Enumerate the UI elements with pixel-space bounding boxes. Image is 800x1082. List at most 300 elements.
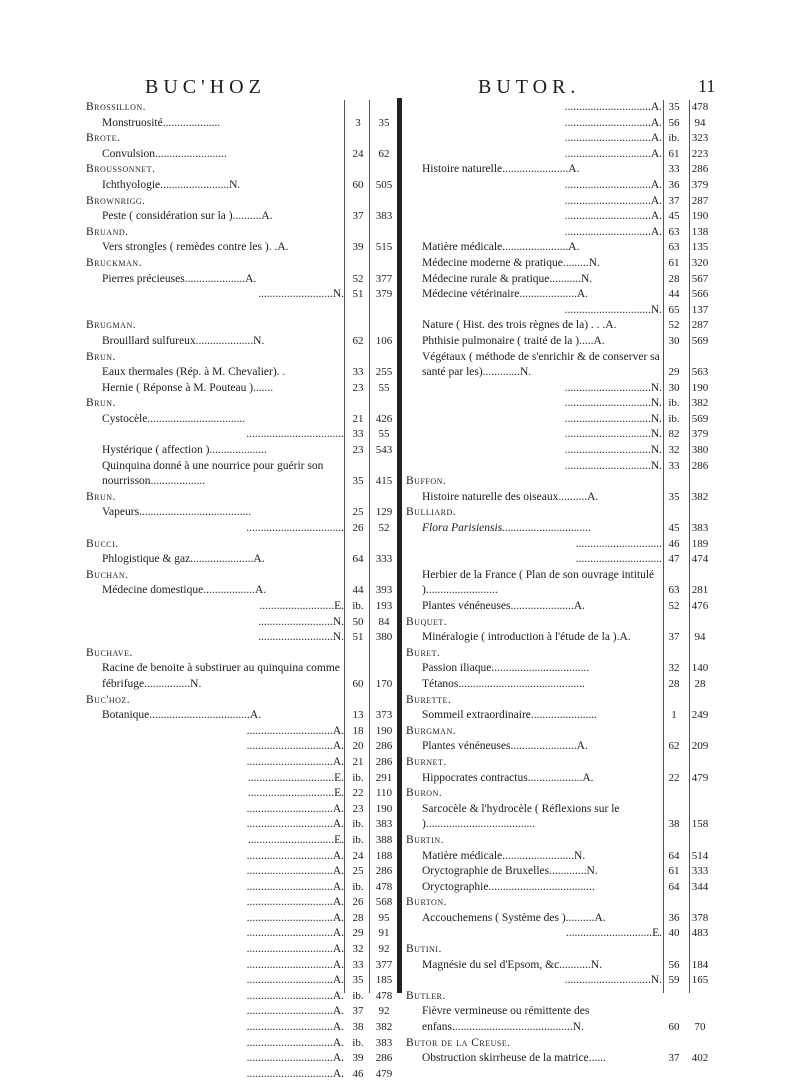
author-name: Broussonnet. (86, 163, 156, 176)
index-entry (86, 1004, 398, 1020)
page-reference: 52 (378, 522, 390, 535)
index-entry (86, 240, 398, 256)
index-entry (86, 178, 398, 194)
page-reference: 380 (691, 444, 709, 457)
entry-title: ..............................A. (246, 927, 344, 940)
volume-number: 46 (352, 1067, 364, 1080)
entry-title: Phlogistique & gaz......................A. (102, 553, 265, 566)
index-entry (406, 552, 714, 568)
volume-number: 38 (352, 1021, 364, 1034)
entry-title: Peste ( considération sur la )..........A. (102, 210, 273, 223)
page-reference: 344 (691, 880, 709, 893)
page-reference: 28 (694, 677, 706, 690)
entry-title: Hernie ( Réponse à M. Pouteau )....... (102, 381, 274, 394)
volume-number: 61 (668, 147, 680, 160)
entry-title: Magnésie du sel d'Epsom, &c...........N. (422, 958, 602, 971)
volume-number: 33 (352, 958, 364, 971)
author-name: Bruckman. (86, 256, 142, 269)
index-entry (86, 833, 398, 849)
page-reference: 333 (691, 865, 709, 878)
page-number: 11 (698, 76, 716, 96)
volume-number: 36 (668, 911, 680, 924)
entry-title: ..............................N. (564, 412, 662, 425)
entry-title: .............................. (575, 537, 662, 550)
volume-number: 29 (352, 927, 364, 940)
index-entry (406, 147, 714, 163)
volume-number: 56 (668, 958, 680, 971)
volume-number: 35 (352, 475, 364, 488)
volume-number: 45 (668, 210, 680, 223)
author-heading (86, 100, 398, 116)
volume-number: 62 (352, 334, 364, 347)
page-reference: 479 (691, 771, 709, 784)
index-entry (406, 194, 714, 210)
index-entry (406, 287, 714, 303)
index-entry (86, 755, 398, 771)
author-heading (86, 693, 398, 709)
index-entry (406, 209, 714, 225)
index-entry (86, 880, 398, 896)
entry-title: ..............................E. (247, 787, 344, 800)
index-entry (406, 318, 714, 334)
entry-title: ..............................N. (564, 459, 662, 472)
entry-title: Plantes vénéneuses......................A. (422, 600, 585, 612)
volume-number: 37 (352, 210, 364, 223)
entry-title: Histoire naturelle.......................A. (422, 163, 580, 176)
author-heading (406, 786, 714, 802)
volume-number: 38 (668, 818, 680, 831)
page-reference: 569 (691, 412, 709, 425)
volume-number: 64 (668, 849, 680, 862)
volume-number: 64 (668, 880, 680, 893)
volume-number: 3 (355, 116, 361, 129)
entry-title: .............................. (575, 553, 662, 566)
page-reference: 567 (691, 272, 709, 285)
author-name: Brote. (86, 132, 121, 145)
entry-title: Plantes vénéneuses.......................A. (422, 740, 588, 753)
index-entry (86, 287, 398, 303)
page-reference: 35 (378, 116, 390, 129)
volume-number: 51 (352, 631, 364, 644)
volume-number: 22 (352, 787, 364, 800)
author-heading (406, 615, 714, 631)
entry-title: Médecine rurale & pratique...........N. (422, 272, 593, 285)
entry-title: Passion iliaque.................................. (422, 662, 590, 675)
page-reference: 320 (691, 256, 709, 269)
entry-title: Flora Parisiensis............................... (422, 522, 592, 535)
page-reference: 393 (375, 584, 393, 597)
index-entry (406, 973, 714, 989)
author-heading (406, 989, 714, 1005)
entry-title: Médecine domestique..................A. (102, 584, 267, 597)
index-entry (86, 771, 398, 787)
index-entry (86, 708, 398, 724)
index-entry (406, 225, 714, 241)
volume-number: 26 (352, 896, 364, 909)
entry-title: Médecine vétérinaire....................A. (422, 288, 589, 301)
volume-number: 25 (352, 865, 364, 878)
author-heading (86, 131, 398, 147)
volume-number: 52 (668, 319, 680, 332)
entry-title: Sommeil extraordinaire....................... (422, 709, 598, 722)
page-reference: 91 (378, 927, 390, 940)
page-reference: 566 (691, 288, 709, 301)
volume-number: 37 (668, 194, 680, 207)
blank-row (86, 303, 398, 319)
entry-title: Oryctographie de Bruxelles.............N. (422, 865, 598, 878)
entry-title: Phthisie pulmonaire ( traité de la ).....A. (422, 334, 605, 347)
volume-number: 24 (352, 849, 364, 862)
index-entry (86, 864, 398, 880)
page-reference: 110 (375, 787, 393, 800)
author-name: Brownrigg. (86, 194, 146, 207)
author-name: Buchan. (86, 568, 129, 581)
page-reference: 95 (378, 911, 390, 924)
page-reference: 373 (375, 709, 393, 722)
page-reference: 383 (375, 818, 393, 831)
index-entry (86, 802, 398, 818)
entry-title: Eaux thermales (Rép. à M. Chevalier). . (102, 366, 286, 379)
index-entry (406, 771, 714, 787)
entry-title: Brouillard sulfureux....................N. (102, 334, 265, 347)
volume-number: 18 (352, 724, 364, 737)
volume-number: ib. (352, 600, 364, 612)
volume-number: 25 (352, 506, 364, 519)
page-reference: 383 (375, 210, 393, 223)
author-heading (406, 895, 714, 911)
index-entry (406, 708, 714, 724)
entry-title: ..............................A. (246, 1005, 344, 1018)
page-reference: 286 (375, 740, 393, 753)
index-entry (406, 381, 714, 397)
index-entry (86, 849, 398, 865)
volume-number: 23 (352, 802, 364, 815)
volume-number: ib. (352, 1036, 364, 1049)
volume-number: 35 (668, 101, 680, 113)
entry-title: ..............................A. (246, 865, 344, 878)
volume-number: ib. (352, 833, 364, 846)
entry-title: ..............................A. (564, 116, 662, 129)
author-name: Burgman. (406, 724, 457, 737)
page-reference: 190 (691, 210, 709, 223)
page-reference: 380 (375, 631, 393, 644)
entry-title: ..............................A. (246, 1052, 344, 1065)
volume-number: 35 (352, 974, 364, 987)
author-name: Butini. (406, 943, 442, 956)
entry-title: .................................. (246, 428, 344, 441)
index-entry (86, 583, 398, 599)
index-entry (86, 599, 398, 615)
page-reference: 129 (375, 506, 393, 519)
page-reference: 505 (375, 178, 393, 191)
entry-title: ..............................A. (564, 101, 662, 113)
index-entry (86, 973, 398, 989)
index-entry (86, 661, 398, 692)
volume-number: 33 (352, 428, 364, 441)
index-entry (406, 661, 714, 677)
entry-title: ..............................A. (246, 818, 344, 831)
volume-number: ib. (668, 397, 680, 410)
page-reference: 184 (691, 958, 709, 971)
page-reference: 478 (375, 880, 393, 893)
volume-number: 56 (668, 116, 680, 129)
page-reference: 377 (375, 958, 393, 971)
index-entry (406, 178, 714, 194)
author-name: Buc'hoz. (86, 693, 131, 706)
entry-title: ..............................N. (564, 381, 662, 394)
page-reference: 158 (691, 818, 709, 831)
page-reference: 483 (691, 927, 709, 940)
entry-title: Médecine moderne & pratique.........N. (422, 256, 600, 269)
volume-number: 60 (352, 178, 364, 191)
page-reference: 476 (691, 600, 709, 612)
page-reference: 286 (375, 1052, 393, 1065)
page-reference: 190 (375, 802, 393, 815)
index-entry (406, 1004, 714, 1035)
author-heading (406, 646, 714, 662)
entry-title: ..............................A. (246, 974, 344, 987)
index-entry (406, 864, 714, 880)
author-name: Burtin. (406, 833, 445, 846)
entry-title: ..............................N. (564, 397, 662, 410)
volume-number: 40 (668, 927, 680, 940)
index-entry (406, 568, 714, 599)
entry-title: Matière médicale.......................A. (422, 241, 580, 254)
volume-number: 36 (668, 178, 680, 191)
entry-title: Tétanos............................................ (422, 677, 585, 690)
page-reference: 135 (691, 241, 709, 254)
page-reference: 92 (378, 943, 390, 956)
volume-number: 30 (668, 381, 680, 394)
index-entry (406, 459, 714, 475)
volume-number: 39 (352, 241, 364, 254)
entry-title: ..............................A. (246, 1067, 344, 1080)
entry-title: ..............................A. (246, 943, 344, 956)
author-heading (406, 474, 714, 490)
entry-title: ..........................N. (258, 631, 344, 644)
page-reference: 415 (375, 475, 393, 488)
volume-number: 20 (352, 740, 364, 753)
author-name: Bruand. (86, 225, 129, 238)
entry-title: Minéralogie ( introduction à l'étude de la ).A. (422, 631, 631, 644)
index-entry (406, 131, 714, 147)
author-name: Bulliard. (406, 506, 457, 519)
index-entry (406, 100, 714, 116)
author-name: Brun. (86, 490, 116, 503)
volume-number: 23 (352, 381, 364, 394)
page-reference: 543 (375, 444, 393, 457)
left-index-column (86, 100, 398, 1082)
page-reference: 92 (378, 1005, 390, 1018)
volume-number: 32 (352, 943, 364, 956)
volume-number: 61 (668, 865, 680, 878)
entry-title: ..............................N. (564, 974, 662, 987)
page-reference: 286 (375, 755, 393, 768)
volume-number: 82 (668, 428, 680, 441)
volume-number: 37 (668, 1052, 680, 1065)
page-reference: 106 (375, 334, 393, 347)
page-reference: 286 (691, 163, 709, 176)
page-reference: 138 (691, 225, 709, 238)
index-entry (86, 911, 398, 927)
index-entry (406, 521, 714, 537)
page-reference: 563 (691, 366, 709, 379)
page-reference: 189 (691, 537, 709, 550)
entry-title: Monstruosité.................... (102, 116, 221, 129)
entry-title: ..............................A. (246, 1021, 344, 1034)
index-entry (86, 147, 398, 163)
entry-title: ..............................N. (564, 444, 662, 457)
author-heading (86, 256, 398, 272)
page-reference: 379 (375, 288, 393, 301)
volume-number: ib. (668, 132, 680, 145)
index-entry (86, 552, 398, 568)
volume-number: ib. (352, 818, 364, 831)
page-reference: 379 (691, 428, 709, 441)
index-entry (86, 958, 398, 974)
page-reference: 388 (375, 833, 393, 846)
volume-number: 61 (668, 256, 680, 269)
entry-title: ..............................A. (564, 147, 662, 160)
volume-number: 60 (668, 1021, 680, 1034)
volume-number: 22 (668, 771, 680, 784)
entry-title: ..............................E. (247, 771, 344, 784)
author-name: Brun. (86, 350, 116, 363)
volume-number: 37 (668, 631, 680, 644)
page-reference: 170 (375, 677, 393, 690)
volume-number: 63 (668, 584, 680, 597)
author-name: Buchave. (86, 646, 133, 659)
author-heading (406, 505, 714, 521)
index-entry (406, 677, 714, 693)
volume-number: 1 (671, 709, 677, 722)
page-reference: 209 (691, 740, 709, 753)
index-entry (406, 537, 714, 553)
page-reference: 378 (691, 911, 709, 924)
volume-number: 33 (668, 459, 680, 472)
author-heading (406, 724, 714, 740)
volume-number: 28 (668, 272, 680, 285)
volume-number: 13 (352, 709, 364, 722)
page-reference: 479 (375, 1067, 393, 1080)
entry-title: Racine de benoite à substiruer au quinquina comme fébrifuge................N. (102, 662, 340, 690)
entry-title: Vapeurs....................................... (102, 506, 252, 519)
index-entry (406, 849, 714, 865)
page-reference: 377 (375, 272, 393, 285)
entry-title: ..............................A. (564, 132, 662, 145)
index-entry (86, 381, 398, 397)
author-heading (86, 646, 398, 662)
page-reference: 383 (375, 1036, 393, 1049)
index-entry (86, 942, 398, 958)
author-name: Buron. (406, 787, 443, 800)
page-reference: 514 (691, 849, 709, 862)
index-entry (86, 521, 398, 537)
volume-number: 60 (352, 677, 364, 690)
entry-title: Ichthyologie........................N. (102, 178, 241, 191)
volume-number: 44 (668, 288, 680, 301)
page-reference: 379 (691, 178, 709, 191)
entry-title: ..............................A. (246, 880, 344, 893)
volume-number: ib. (352, 989, 364, 1002)
index-entry (86, 209, 398, 225)
volume-number: ib. (352, 771, 364, 784)
right-index-column (406, 100, 714, 1067)
index-entry (86, 989, 398, 1005)
index-entry (86, 1020, 398, 1036)
page-reference: 291 (375, 771, 393, 784)
author-heading (86, 318, 398, 334)
entry-title: ..............................A. (564, 178, 662, 191)
page-reference: 165 (691, 974, 709, 987)
entry-title: Hippocrates contractus...................A. (422, 771, 594, 784)
index-entry (406, 303, 714, 319)
entry-title: ..............................A. (564, 225, 662, 238)
running-header-left: BUC'HOZ (145, 76, 266, 98)
index-entry (86, 116, 398, 132)
index-entry (406, 880, 714, 896)
index-entry (406, 490, 714, 506)
index-entry (86, 1051, 398, 1067)
author-name: Brossillon. (86, 101, 147, 113)
index-entry (406, 272, 714, 288)
page-reference: 287 (691, 319, 709, 332)
page-reference: 333 (375, 553, 393, 566)
volume-number: 28 (668, 677, 680, 690)
entry-title: Matière médicale.........................N. (422, 849, 586, 862)
author-name: Buquet. (406, 615, 448, 628)
index-entry (406, 396, 714, 412)
entry-title: Hystérique ( affection ).................... (102, 444, 267, 457)
page-reference: 382 (375, 1021, 393, 1034)
page-reference: 188 (375, 849, 393, 862)
page-reference: 249 (691, 709, 709, 722)
page-reference: 286 (375, 865, 393, 878)
volume-number: ib. (668, 412, 680, 425)
volume-number: 47 (668, 553, 680, 566)
page-reference: 478 (691, 101, 709, 113)
entry-title: ..............................E. (565, 927, 662, 940)
index-entry (406, 443, 714, 459)
entry-title: Herbier de la France ( Plan de son ouvrage intitulé )......................... (422, 568, 655, 597)
entry-title: Histoire naturelle des oiseaux..........A. (422, 490, 599, 503)
author-heading (86, 537, 398, 553)
entry-title: ..............................N. (564, 428, 662, 441)
page-reference: 62 (378, 147, 390, 160)
entry-title: .................................. (246, 522, 344, 535)
entry-title: Botanique...................................A. (102, 709, 262, 722)
index-entry (86, 365, 398, 381)
author-heading (86, 162, 398, 178)
author-heading (406, 693, 714, 709)
author-heading (86, 490, 398, 506)
page-reference: 515 (375, 241, 393, 254)
author-name: Butler. (406, 989, 446, 1002)
page-reference: 70 (694, 1021, 706, 1034)
entry-title: ..............................A. (246, 989, 344, 1002)
page-reference: 323 (691, 132, 709, 145)
entry-title: ..........................E. (259, 600, 344, 612)
page-reference: 140 (691, 662, 709, 675)
page-reference: 223 (691, 147, 709, 160)
entry-title: Nature ( Hist. des trois règnes de la) . . .A. (422, 319, 617, 332)
index-entry (86, 786, 398, 802)
index-entry (86, 459, 398, 490)
volume-number: 32 (668, 444, 680, 457)
index-entry (406, 116, 714, 132)
index-entry (86, 817, 398, 833)
index-entry (406, 802, 714, 833)
